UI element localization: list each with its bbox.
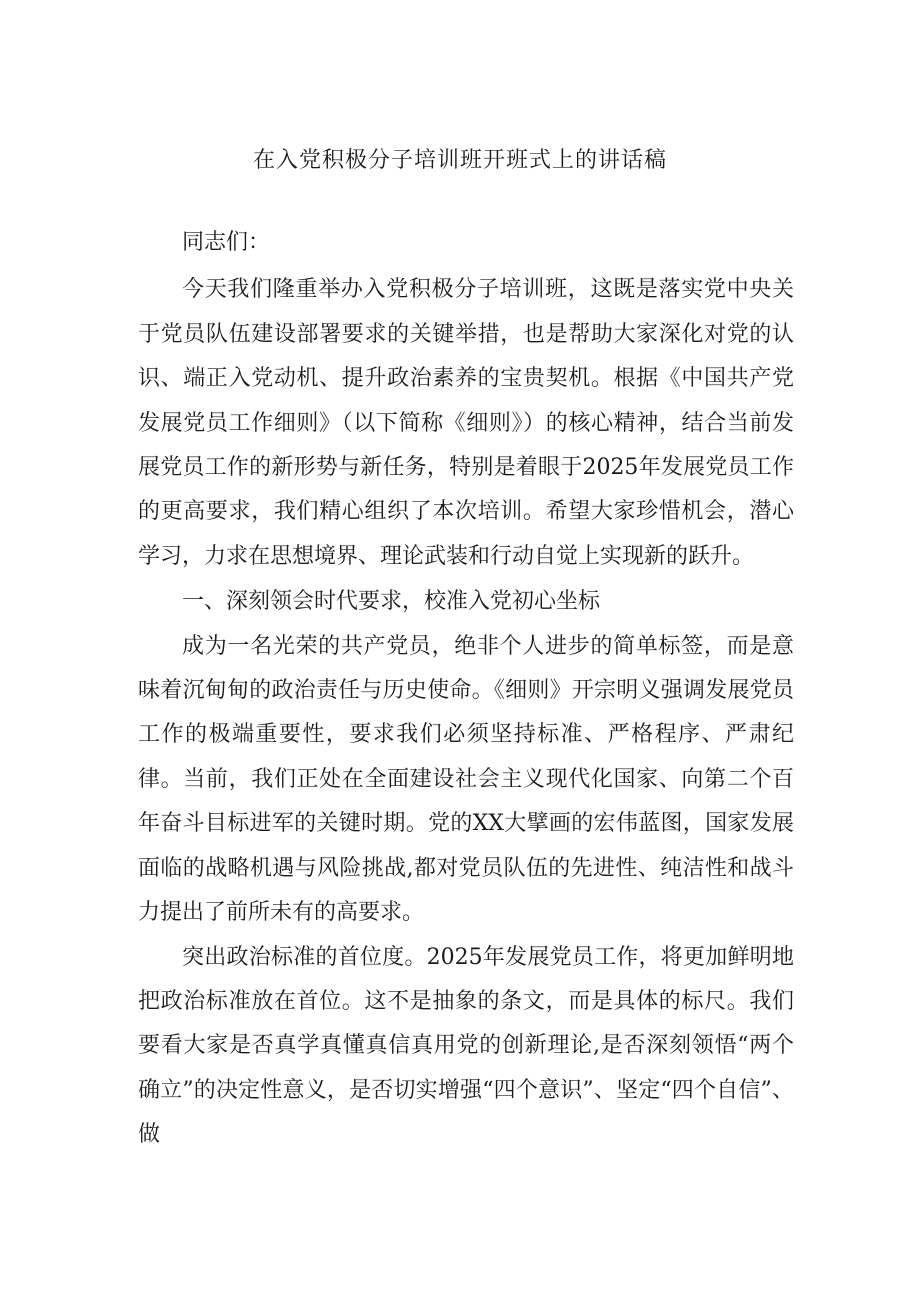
paragraph-political-standard: 突出政治标准的首位度。2025年发展党员工作，将更加鲜明地把政治标准放在首位。这不是抽象的条文，而是具体的标尺。我们要看大家是否真学真懂真信真用党的创新理论,是否深刻领悟“两个确立”的决定性意义，是否切实增强“四个意识”、坚定“四个自信”、做 [138, 944, 794, 1148]
document-body [138, 221, 794, 1158]
document-title: 在入党积极分子培训班开班式上的讲话稿 [252, 148, 667, 173]
salutation: 同志们： [182, 230, 271, 255]
paragraph-section-1: 成为一名光荣的共产党员，绝非个人进步的简单标签，而是意味着沉甸甸的政治责任与历史使命。《细则》开宗明义强调发展党员工作的极端重要性，要求我们必须坚持标准、严格程序、严肃纪律。当前，我们正处在全面建设社会主义现代化国家、向第二个百年奋斗目标进军的关键时期。党的XX大擘画的宏伟蓝图，国家发展面临的战略机遇与风险挑战,都对党员队伍的先进性、纯洁性和战斗力提出了前所未有的高要求。 [138, 633, 794, 926]
paragraph-intro: 今天我们隆重举办入党积极分子培训班，这既是落实党中央关于党员队伍建设部署要求的关键举措，也是帮助大家深化对党的认识、端正入党动机、提升政治素养的宝贵契机。根据《中国共产党发展党员工作细则》（以下简称《细则》）的核心精神，结合当前发展党员工作的新形势与新任务，特别是着眼于2025年发展党员工作的更高要求，我们精心组织了本次培训。希望大家珍惜机会，潜心学习，力求在思想境界、理论武装和行动自觉上实现新的跃升。 [138, 277, 794, 569]
section-heading-1: 一、深刻领会时代要求，校准入党初心坐标 [182, 589, 601, 615]
